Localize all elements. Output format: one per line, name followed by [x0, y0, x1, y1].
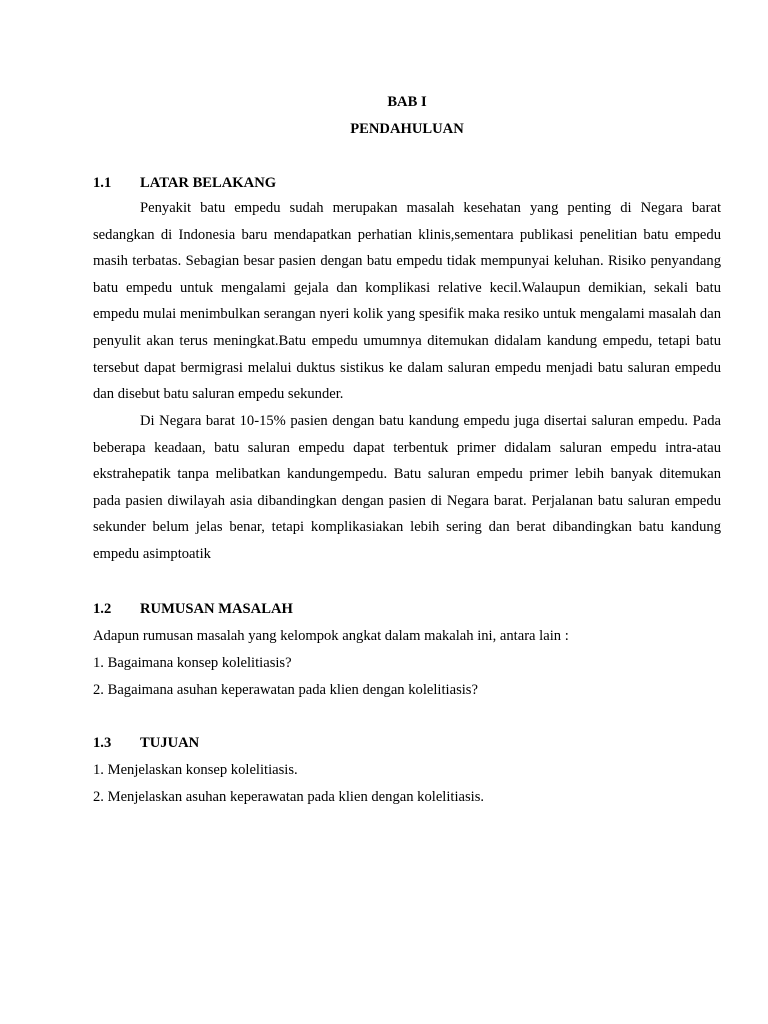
list-item: 1. Menjelaskan konsep kolelitiasis. — [93, 762, 298, 778]
rumusan-masalah-intro: Adapun rumusan masalah yang kelompok angkat dalam makalah ini, antara lain : — [93, 628, 569, 644]
section-heading-latar-belakang — [93, 174, 276, 192]
list-item: 2. Bagaimana asuhan keperawatan pada klien dengan kolelitiasis? — [93, 682, 478, 698]
section-number: 1.1 — [93, 175, 112, 191]
chapter-title: PENDAHULUAN — [350, 121, 464, 137]
section-title: TUJUAN — [140, 735, 200, 751]
section-heading-tujuan — [93, 734, 199, 752]
section-number: 1.2 — [93, 601, 112, 617]
list-item: 1. Bagaimana konsep kolelitiasis? — [93, 655, 292, 671]
paragraph-latar-belakang-2: Di Negara barat 10-15% pasien dengan batu kandung empedu juga disertai saluran empedu. Pada beberapa keadaan, batu saluran empedu dapat terbentuk primer didalam saluran empedu intra-atau ekstrahepatik tanpa melibatkan kandungempedu. Batu saluran empedu primer lebih banyak ditemukan pada pasien diwilayah asia dibandingkan dengan pasien di Negara barat. Perjalanan batu saluran empedu sekunder belum jelas benar, tetapi komplikasiakan lebih sering dan berat dibandingkan batu kandung empedu asimptoatik — [93, 413, 721, 562]
section-heading-rumusan-masalah — [93, 600, 293, 618]
section-title: RUMUSAN MASALAH — [140, 601, 293, 617]
list-item: 2. Menjelaskan asuhan keperawatan pada klien dengan kolelitiasis. — [93, 789, 485, 805]
chapter-label: BAB I — [387, 94, 427, 110]
document-page — [93, 0, 721, 1024]
paragraph-latar-belakang-1: Penyakit batu empedu sudah merupakan masalah kesehatan yang penting di Negara barat sedangkan di Indonesia baru mendapatkan perhatian klinis,sementara publikasi penelitian batu empedu masih terbatas. Sebagian besar pasien dengan batu empedu tidak mempunyai keluhan. Risiko penyandang batu empedu untuk mengalami gejala dan komplikasi relative kecil.Walaupun demikian, sekali batu empedu mulai menimbulkan serangan nyeri kolik yang spesifik maka resiko untuk mengalami masalah dan penyulit akan terus meningkat.Batu empedu umumnya ditemukan didalam kandung empedu, tetapi batu tersebut dapat bermigrasi melalui duktus sistikus ke dalam saluran empedu menjadi batu saluran empedu dan disebut batu saluran empedu sekunder. — [93, 200, 721, 403]
section-number: 1.3 — [93, 735, 112, 751]
section-title: LATAR BELAKANG — [140, 175, 277, 191]
